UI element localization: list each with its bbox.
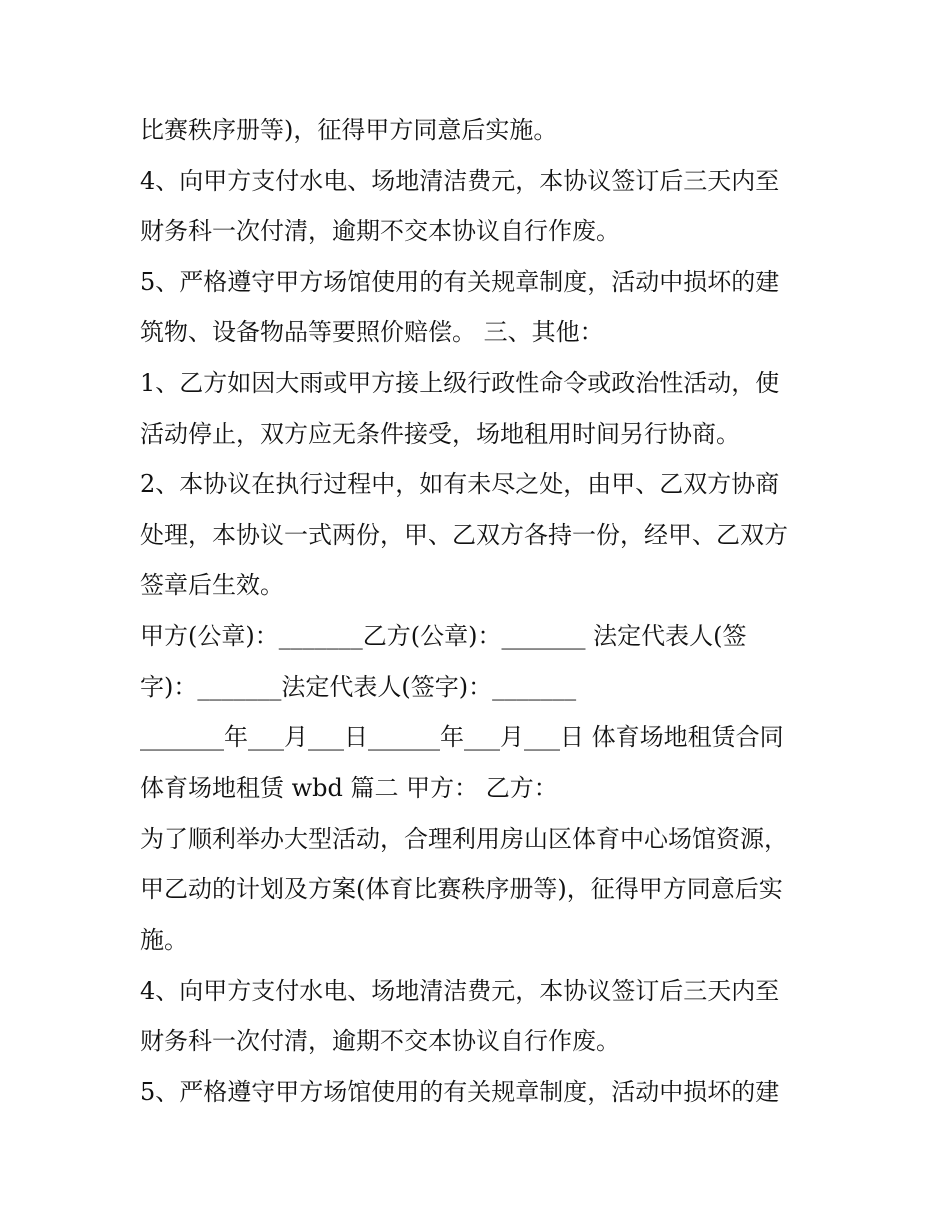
text-line: 为了顺利举办大型活动，合理利用房山区体育中心场馆资源， [140,825,788,853]
text-line: 甲乙动的计划及方案(体育比赛秩序册等)，征得甲方同意后实 [140,875,783,903]
text-line: 字)：_______法定代表人(签字)：_______ [140,673,577,701]
text-line: 财务科一次付清，逾期不交本协议自行作废。 [140,217,620,245]
text-line: 活动停止，双方应无条件接受，场地租用时间另行协商。 [140,420,740,448]
text-line: 筑物、设备物品等要照价赔偿。 三、其他： [140,318,604,346]
text-line: 5、严格遵守甲方场馆使用的有关规章制度，活动中损坏的建 [140,1078,780,1106]
text-line: 比赛秩序册等)，征得甲方同意后实施。 [140,116,558,144]
text-line: 2、本协议在执行过程中，如有未尽之处，由甲、乙双方协商 [140,470,780,498]
text-line: 甲方(公章)：_______乙方(公章)：_______ 法定代表人(签 [140,622,747,650]
text-line: 1、乙方如因大雨或甲方接上级行政性命令或政治性活动，使 [140,369,780,397]
text-line: 4、向甲方支付水电、场地清洁费元，本协议签订后三天内至 [140,167,780,195]
text-line: 处理，本协议一式两份，甲、乙双方各持一份，经甲、乙双方 [140,521,788,549]
text-line: 5、严格遵守甲方场馆使用的有关规章制度，活动中损坏的建 [140,268,780,296]
text-line: 施。 [140,926,188,954]
text-line: _______年___月___日______年___月___日 体育场地租赁合同 [140,723,784,751]
text-line: 签章后生效。 [140,571,284,599]
text-line: 体育场地租赁 wbd 篇二 甲方： 乙方： [140,774,558,802]
text-line: 财务科一次付清，逾期不交本协议自行作废。 [140,1027,620,1055]
text-line: 4、向甲方支付水电、场地清洁费元，本协议签订后三天内至 [140,977,780,1005]
